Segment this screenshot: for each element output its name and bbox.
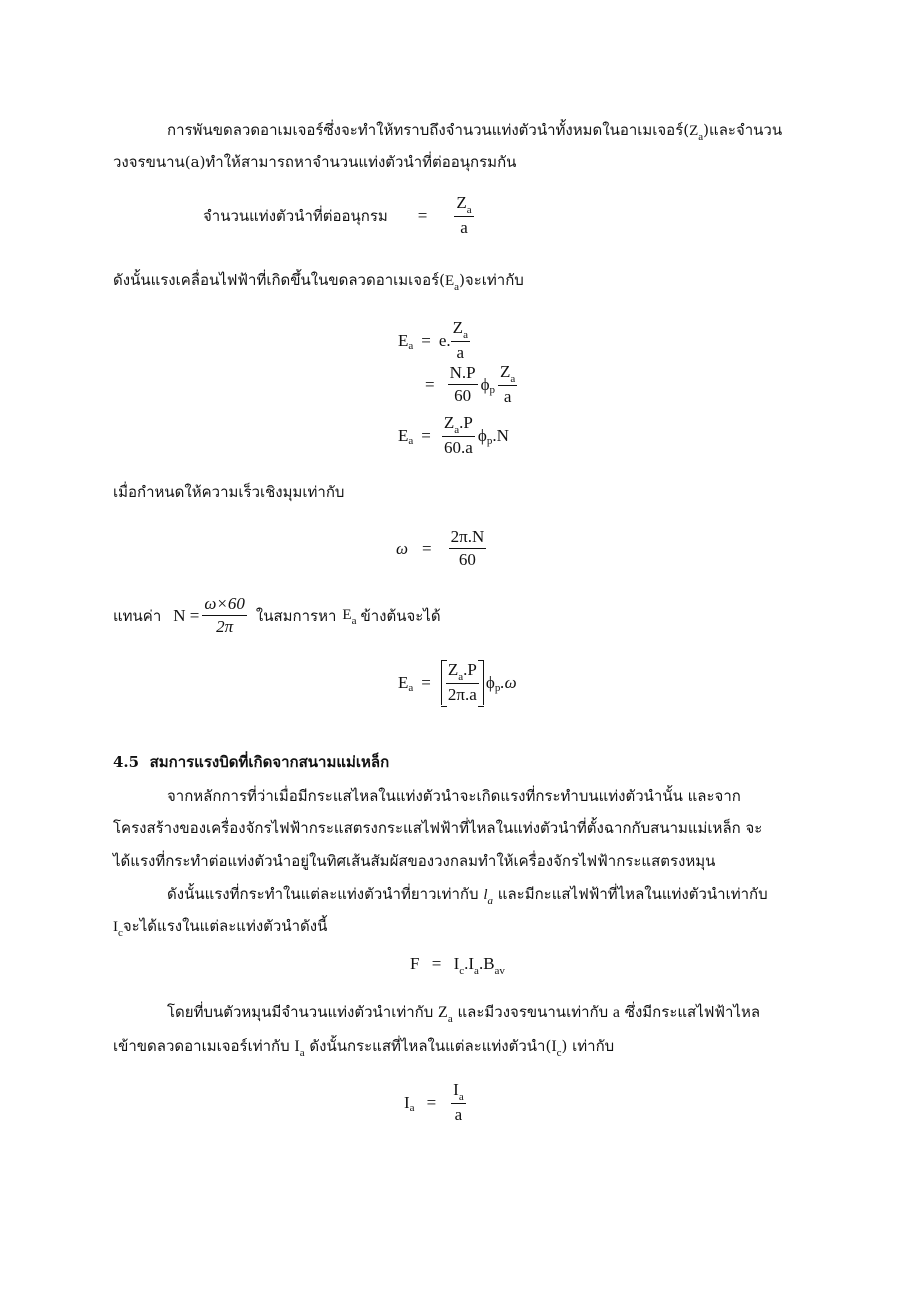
equation-ea-line-1: E a = e. $\frac{Z_a}{a}$ (398, 318, 468, 362)
equation-ea-omega: E a = $\frac{Z_a.P}{2\pi.a}$ ϕ p .ω (398, 660, 517, 704)
equation-ea-line-3: E a = $\frac{Z_a.P}{60.a}$ ϕ p .N (398, 413, 509, 457)
paragraph-5-line-3: ได้แรงที่กระทำต่อแท่งตัวนำอยู่ในทิศเส้นสัมผัสของวงกลมทำให้เครื่องจักรไฟฟ้ากระแสตรงหมุน (113, 852, 716, 870)
equation-conductor-current: I a = $\frac{I_a}{a}$ (404, 1080, 464, 1124)
paragraph-5-line-1: จากหลักการที่ว่าเมื่อมีกระแสไหลในแท่งตัวนำจะเกิดแรงที่กระทำบนแท่งตัวนำนั้น และจาก (167, 787, 741, 805)
paragraph-6-line-1: ดังนั้นแรงที่กระทำในแต่ละแท่งตัวนำที่ยาวเท่ากับ $l_a$ และมีกะแสไฟฟ้าที่ไหลในแท่งตัวนำเท่ากับ (167, 885, 768, 907)
paragraph-1-line-1: การพันขดลวดอาเมเจอร์ซึ่งจะทำให้ทราบถึงจำนวนแท่งตัวนำทั้งหมดในอาเมเจอร์$(Z_a)$และจำนวน (167, 121, 783, 143)
paragraph-3: เมื่อกำหนดให้ความเร็วเชิงมุมเท่ากับ (113, 483, 345, 501)
equation-series-conductors: จำนวนแท่งตัวนำที่ต่ออนุกรม = $\frac{Z_a}{a}$ (203, 193, 472, 237)
paragraph-7-line-2: เข้าขดลวดอาเมเจอร์เท่ากับ $I_a$ ดังนั้นกระแสที่ไหลในแต่ละแท่งตัวนำ$(I_c)$ เท่ากับ (113, 1037, 615, 1059)
section-heading: 4.5 สมการแรงบิดที่เกิดจากสนามแม่เหล็ก (113, 753, 390, 771)
paragraph-1-line-2: วงจรขนาน(a)ทำให้สามารถหาจำนวนแท่งตัวนำที่ต่ออนุกรมกัน (113, 153, 517, 171)
fraction-za-over-a: $\frac{Z_a}{a}$ (456, 193, 472, 237)
equation-ea-line-2: = $\frac{N.P}{60}$ ϕ p $\frac{Z_a}{a}$ (425, 362, 516, 406)
equation-force: $F = I_c.I_a.B_{av}$ (410, 954, 505, 977)
equation-omega: ω = $\frac{2\pi.N}{60}$ (396, 527, 485, 569)
paragraph-5-line-2: โครงสร้างของเครื่องจักรไฟฟ้ากระแสตรงกระแสไฟฟ้าที่ไหลในแท่งตัวนำที่ตั้งฉากกับสนามแม่เหล็ก จะ (113, 819, 763, 837)
paragraph-2: ดังนั้นแรงเคลื่อนไฟฟ้าที่เกิดขึ้นในขดลวดอาเมเจอร์$(E_a)$จะเท่ากับ (113, 271, 524, 293)
paragraph-6-line-2: $I_c$จะได้แรงในแต่ละแท่งตัวนำดังนี้ (113, 917, 328, 939)
square-bracket: $\frac{Z_a.P}{2\pi.a}$ (441, 660, 484, 705)
paragraph-4-substitution: แทนค่า N = $\frac{\omega\times 60}{2\pi}$ ในสมการหา $E_a$ ข้างต้นจะได้ (113, 594, 441, 636)
paragraph-7-line-1: โดยที่บนตัวหมุนมีจำนวนแท่งตัวนำเท่ากับ $Z_a$ และมีวงจรขนานเท่ากับ a ซึ่งมีกระแสไฟฟ้าไหล (167, 1003, 761, 1025)
